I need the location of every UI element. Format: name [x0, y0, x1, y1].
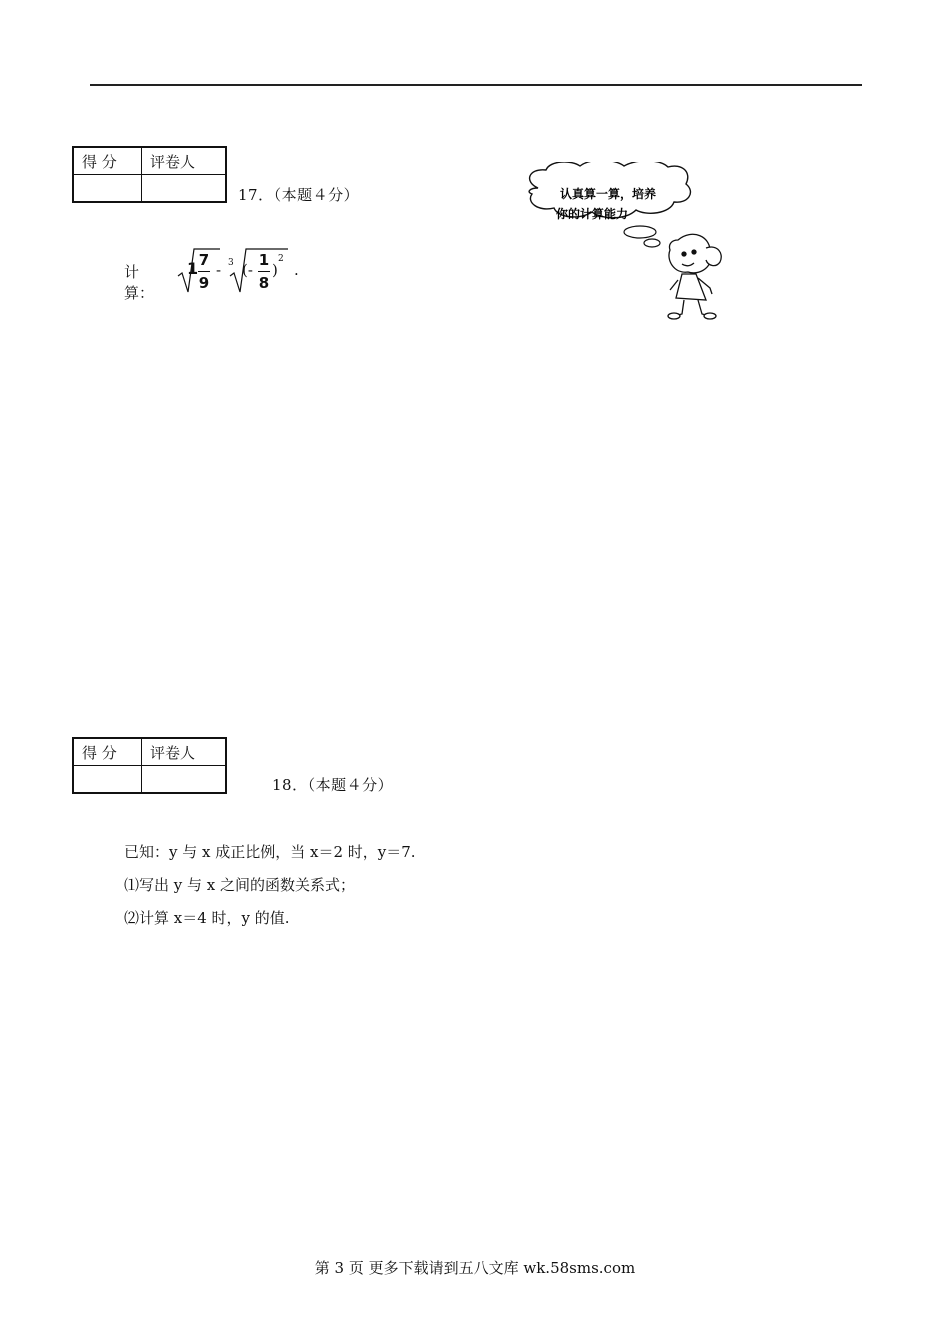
- fraction-denominator: 9: [198, 274, 210, 292]
- question-18-part-1: ⑴写出 y 与 x 之间的函数关系式；: [124, 876, 356, 894]
- girl-figure-icon: [668, 234, 721, 319]
- minus-sign: -: [216, 261, 222, 279]
- open-paren: (-: [242, 261, 253, 279]
- score-header: 得 分: [73, 147, 142, 175]
- score-table-q18: [72, 737, 227, 794]
- score-cell: [73, 766, 142, 794]
- mixed-number-whole: 1: [187, 259, 199, 278]
- score-header: 得 分: [73, 738, 142, 766]
- score-cell: [73, 175, 142, 203]
- fraction-numerator: 1: [258, 251, 270, 269]
- fraction-1-8: [258, 251, 270, 292]
- question-18-given: 已知：y 与 x 成正比例，当 x＝2 时，y＝7.: [124, 843, 416, 861]
- grader-header: 评卷人: [142, 738, 227, 766]
- grader-cell: [142, 766, 227, 794]
- page-footer: 第 3 页 更多下载请到五八文库 wk.58sms.com: [314, 1259, 636, 1277]
- fraction-denominator: 8: [258, 274, 270, 292]
- grader-cell: [142, 175, 227, 203]
- fraction-numerator: 7: [198, 251, 210, 269]
- grader-header: 评卷人: [142, 147, 227, 175]
- bubble-line-2: 你的计算能力: [556, 207, 629, 221]
- fraction-7-9: [198, 251, 210, 292]
- exponent: 2: [278, 254, 284, 264]
- question-17-label: 17．（本题４分）: [238, 186, 360, 204]
- header-rule: [90, 84, 862, 86]
- score-table-q17: [72, 146, 227, 203]
- bubble-line-1: 认真算一算，培养: [560, 187, 657, 201]
- thought-bubble-icon: [529, 162, 690, 247]
- calc-prefix: 计算：: [124, 263, 155, 302]
- cube-root-index: 3: [228, 258, 234, 268]
- close-paren: ): [272, 261, 278, 279]
- question-18-label: 18．（本题４分）: [272, 776, 394, 794]
- cartoon-illustration: [520, 162, 730, 324]
- question-18-part-2: ⑵计算 x＝4 时，y 的值.: [124, 909, 290, 927]
- period: .: [294, 261, 299, 279]
